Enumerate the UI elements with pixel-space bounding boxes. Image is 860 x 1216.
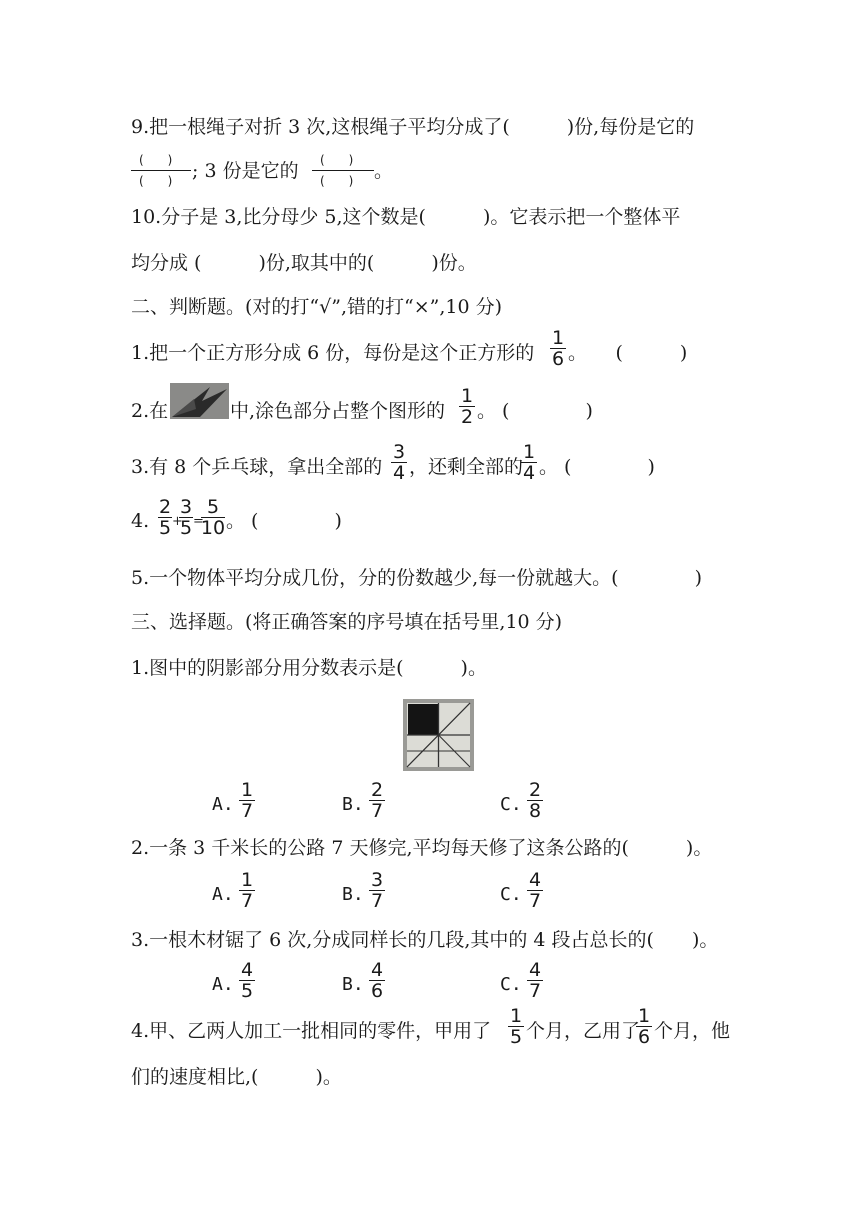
choice-2-option-a-label[interactable]: A. <box>212 884 234 905</box>
choice-4-num-1: 1 <box>509 1005 523 1027</box>
judge-3-numerator-2: 1 <box>522 441 536 463</box>
choice-3-option-c-label[interactable]: C. <box>500 974 522 995</box>
judge-1-text: 1.把一个正方形分成 6 份，每份是这个正方形的 <box>131 342 535 364</box>
judge-1-answer-blank[interactable]: 。 ( ) <box>568 342 688 364</box>
q9-mid-text: ; 3 份是它的 <box>192 160 299 182</box>
judge-2-prefix: 2.在 <box>131 400 169 422</box>
choice-3-a-den: 5 <box>240 980 254 1002</box>
q9-end: 。 <box>374 160 394 182</box>
q9-line1: 9.把一根绳子对折 3 次,这根绳子平均分成了( )份,每份是它的 <box>131 116 695 138</box>
judge-3-denominator-2: 4 <box>522 462 536 484</box>
judge-2-answer-blank[interactable]: 。 ( ) <box>477 400 593 422</box>
judge-4-fraction-b <box>178 497 194 538</box>
choice-2-c-num: 4 <box>528 869 542 891</box>
judge-3-prefix: 3.有 8 个乒乓球，拿出全部的 <box>131 456 383 478</box>
choice-1-text: 1.图中的阴影部分用分数表示是( )。 <box>131 657 487 679</box>
judge-1-fraction <box>549 328 567 369</box>
q9-blank-denominator-1: ( ) <box>139 174 173 188</box>
choice-3-b-num: 4 <box>370 959 384 981</box>
choice-4-den-1: 5 <box>509 1026 523 1048</box>
judge-3-numerator-1: 3 <box>392 441 406 463</box>
choice-1-option-b-fraction <box>368 780 386 821</box>
judge-4-answer-blank[interactable]: 。 ( ) <box>226 510 342 532</box>
choice-3-text: 3.一根木材锯了 6 次,分成同样长的几段,其中的 4 段占总长的( )。 <box>131 929 719 951</box>
choice-2-b-den: 7 <box>370 890 384 912</box>
choice-2-c-den: 7 <box>528 890 542 912</box>
choice-2-option-b-fraction <box>368 870 386 911</box>
judge-4-equals: = <box>193 514 204 529</box>
judge-2-numerator: 1 <box>460 385 474 407</box>
choice-1-a-num: 1 <box>240 779 254 801</box>
judge-3-denominator-1: 4 <box>392 462 406 484</box>
choice-2-b-num: 3 <box>370 869 384 891</box>
choice-1-option-b-label[interactable]: B. <box>342 794 364 815</box>
choice-2-a-den: 7 <box>240 890 254 912</box>
judge-5-text: 5.一个物体平均分成几份，分的份数越少,每一份就越大。( ) <box>131 567 702 589</box>
judge-2-fraction <box>458 386 476 427</box>
judge-2-denominator: 2 <box>460 406 474 428</box>
judge-2-text: 中,涂色部分占整个图形的 <box>230 400 446 422</box>
choice-4-den-2: 6 <box>637 1026 651 1048</box>
choice-1-b-num: 2 <box>370 779 384 801</box>
judge-1-denominator: 6 <box>551 348 565 370</box>
choice-3-option-c-fraction <box>526 960 544 1001</box>
q10-line1: 10.分子是 3,比分母少 5,这个数是( )。它表示把一个整体平 <box>131 206 681 228</box>
judge-2-shaded-figure <box>170 383 229 419</box>
choice-3-c-num: 4 <box>528 959 542 981</box>
q9-blank-numerator-2: ( ) <box>320 153 354 167</box>
q10-line2: 均分成 ( )份,取其中的( )份。 <box>131 252 477 274</box>
judge-1-numerator: 1 <box>551 327 565 349</box>
choice-3-option-b-label[interactable]: B. <box>342 974 364 995</box>
judge-4-a-num: 2 <box>158 496 172 518</box>
choice-3-c-den: 7 <box>528 980 542 1002</box>
judge-3-mid: ，还剩全部的 <box>409 456 524 478</box>
choice-2-option-b-label[interactable]: B. <box>342 884 364 905</box>
judge-3-fraction-1 <box>390 442 408 483</box>
choice-2-option-a-fraction <box>238 870 256 911</box>
choice-4-num-2: 1 <box>637 1005 651 1027</box>
judge-4-a-den: 5 <box>158 517 172 539</box>
choice-3-b-den: 6 <box>370 980 384 1002</box>
q9-blank-numerator-1: ( ) <box>139 153 173 167</box>
q9-blank-fraction-1 <box>131 153 191 189</box>
choice-1-option-c-label[interactable]: C. <box>500 794 522 815</box>
choice-2-option-c-fraction <box>526 870 544 911</box>
choice-3-option-a-fraction <box>238 960 256 1001</box>
choice-3-a-num: 4 <box>240 959 254 981</box>
choice-4-line2: 们的速度相比,( )。 <box>131 1066 342 1088</box>
q9-blank-fraction-2 <box>312 153 374 189</box>
judge-4-fraction-c <box>200 497 226 538</box>
judge-4-fraction-a <box>157 497 173 538</box>
judge-4-c-den: 10 <box>200 517 226 539</box>
judge-3-answer-blank[interactable]: 。 ( ) <box>539 456 655 478</box>
judge-4-plus: + <box>172 514 183 529</box>
judge-3-fraction-2 <box>520 442 538 483</box>
choice-1-a-den: 7 <box>240 800 254 822</box>
choice-4-fraction-1 <box>507 1006 525 1047</box>
choice-1-b-den: 7 <box>370 800 384 822</box>
section3-heading: 三、选择题。(将正确答案的序号填在括号里,10 分) <box>131 611 563 633</box>
choice-4-mid: 个月，乙用了 <box>526 1020 641 1042</box>
choice-4-prefix: 4.甲、乙两人加工一批相同的零件，甲用了 <box>131 1020 492 1042</box>
choice-3-option-a-label[interactable]: A. <box>212 974 234 995</box>
choice-4-post: 个月，他 <box>654 1020 731 1042</box>
judge-4-b-num: 3 <box>179 496 193 518</box>
choice-4-fraction-2 <box>635 1006 653 1047</box>
choice-1-option-c-fraction <box>526 780 544 821</box>
judge-4-label: 4. <box>131 510 150 532</box>
choice-1-option-a-label[interactable]: A. <box>212 794 234 815</box>
choice-1-grid-figure <box>403 699 474 771</box>
choice-1-c-num: 2 <box>528 779 542 801</box>
choice-2-option-c-label[interactable]: C. <box>500 884 522 905</box>
judge-4-b-den: 5 <box>179 517 193 539</box>
q9-blank-denominator-2: ( ) <box>320 174 354 188</box>
choice-2-text: 2.一条 3 千米长的公路 7 天修完,平均每天修了这条公路的( )。 <box>131 837 713 859</box>
judge-4-c-num: 5 <box>206 496 220 518</box>
choice-3-option-b-fraction <box>368 960 386 1001</box>
choice-2-a-num: 1 <box>240 869 254 891</box>
section2-heading: 二、判断题。(对的打“√”,错的打“×”,10 分) <box>131 296 503 318</box>
choice-1-option-a-fraction <box>238 780 256 821</box>
choice-1-c-den: 8 <box>528 800 542 822</box>
